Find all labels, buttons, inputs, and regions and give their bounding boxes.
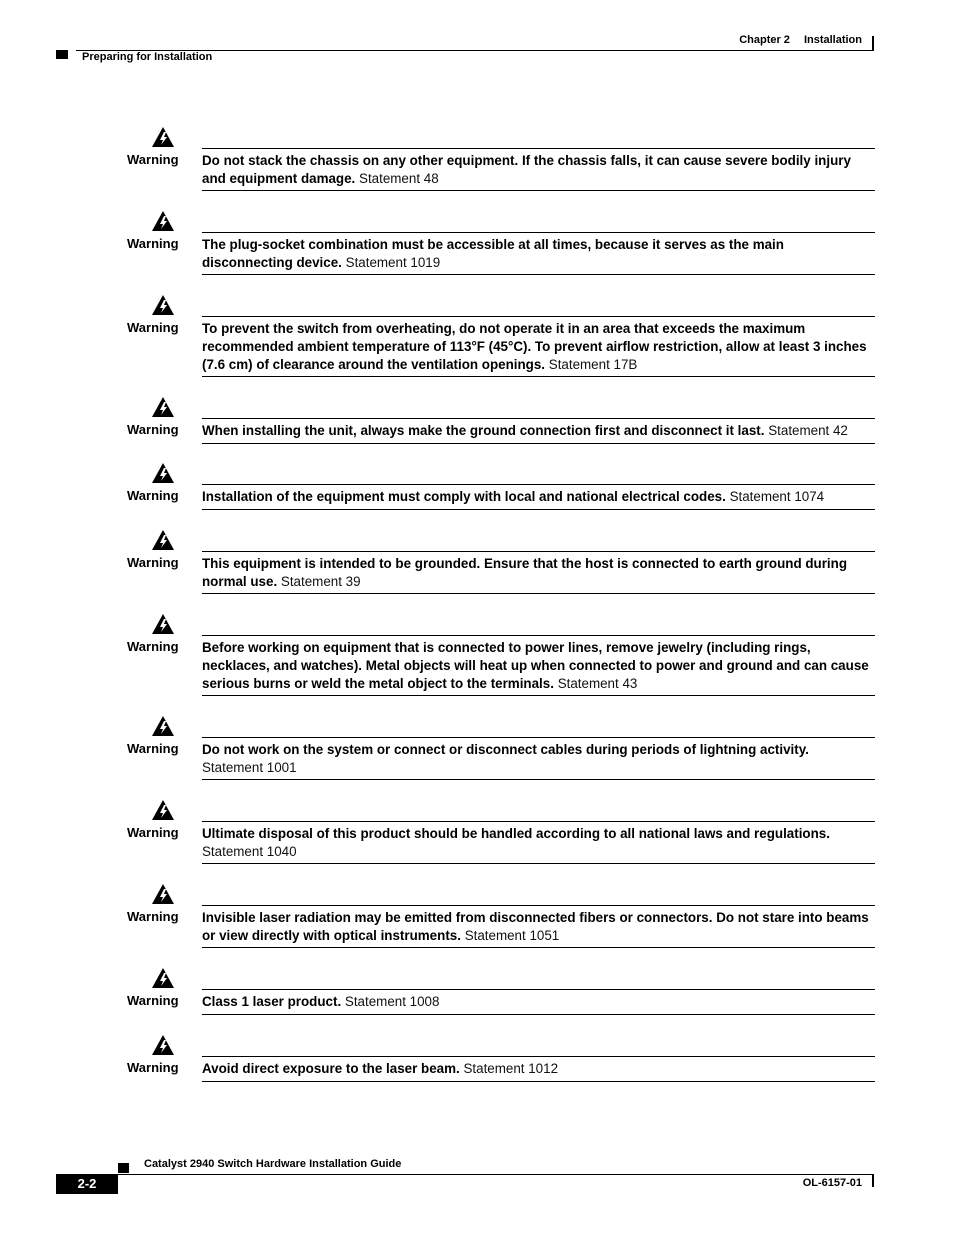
statement-number: Statement 1074 — [729, 489, 825, 504]
warning-rule-top — [202, 635, 875, 636]
warning-text — [202, 639, 877, 693]
warning-triangle-icon — [151, 294, 175, 316]
chapter-number: Chapter 2 — [739, 34, 790, 46]
warning-text — [202, 422, 877, 440]
warning-text — [202, 993, 877, 1011]
warning-text — [202, 1060, 877, 1078]
warning-message: This equipment is intended to be grounded. Ensure that the host is connected to earth ground during normal use. — [202, 556, 847, 589]
warning-label: Warning — [127, 741, 179, 756]
header-marker — [56, 50, 68, 59]
warning-triangle-icon — [151, 210, 175, 232]
warning-message: To prevent the switch from overheating, do not operate it in an area that exceeds the maximum recommended ambient temperature of 113°F (45°C). To prevent airflow restriction, allow at least 3 inches (7.6 cm) of clearance around the ventilation openings. — [202, 321, 867, 372]
footer-guide-title: Catalyst 2940 Switch Hardware Installation Guide — [144, 1158, 402, 1170]
page-number: 2-2 — [56, 1174, 118, 1194]
statement-number: Statement 1051 — [464, 928, 560, 943]
footer-tick — [872, 1175, 874, 1187]
warning-label: Warning — [127, 909, 179, 924]
warning-label: Warning — [127, 152, 179, 167]
statement-number: Statement 1001 — [202, 760, 297, 775]
warning-triangle-icon — [151, 126, 175, 148]
warning-rule-top — [202, 989, 875, 990]
warning-message: When installing the unit, always make the ground connection first and disconnect it last. — [202, 423, 765, 438]
warning-rule-bottom — [202, 1081, 875, 1082]
statement-number: Statement 48 — [359, 171, 439, 186]
warning-rule-bottom — [202, 947, 875, 948]
warning-message: Before working on equipment that is connected to power lines, remove jewelry (including rings, necklaces, and watches). Metal objects will heat up when connected to power and ground and can cause serious burns or weld the metal object to the terminals. — [202, 640, 869, 691]
warning-rule-bottom — [202, 274, 875, 275]
statement-number: Statement 42 — [768, 423, 848, 438]
warning-rule-bottom — [202, 509, 875, 510]
warning-message: Invisible laser radiation may be emitted from disconnected fibers or connectors. Do not stare into beams or view directly with optical instruments. — [202, 910, 869, 943]
warning-text — [202, 825, 877, 861]
statement-number: Statement 17B — [548, 357, 638, 372]
statement-number: Statement 1008 — [344, 994, 440, 1009]
warning-label: Warning — [127, 422, 179, 437]
warning-rule-top — [202, 821, 875, 822]
statement-number: Statement 1040 — [202, 844, 297, 859]
warning-text — [202, 909, 877, 945]
warning-rule-top — [202, 316, 875, 317]
warning-label: Warning — [127, 825, 179, 840]
warning-rule-top — [202, 148, 875, 149]
warning-label: Warning — [127, 320, 179, 335]
warning-label: Warning — [127, 639, 179, 654]
warning-triangle-icon — [151, 396, 175, 418]
warning-rule-top — [202, 1056, 875, 1057]
statement-number: Statement 43 — [557, 676, 638, 691]
warning-triangle-icon — [151, 613, 175, 635]
running-header-section: Preparing for Installation — [82, 51, 213, 63]
warning-text — [202, 741, 877, 777]
warning-rule-top — [202, 418, 875, 419]
warning-triangle-icon — [151, 883, 175, 905]
warning-rule-top — [202, 232, 875, 233]
footer-rule — [118, 1174, 874, 1175]
warning-text — [202, 152, 877, 188]
warning-label: Warning — [127, 236, 179, 251]
warning-triangle-icon — [151, 1034, 175, 1056]
warning-message: Installation of the equipment must comply with local and national electrical codes. — [202, 489, 726, 504]
chapter-title: Installation — [803, 34, 862, 46]
warning-rule-bottom — [202, 190, 875, 191]
warning-triangle-icon — [151, 462, 175, 484]
warning-rule-bottom — [202, 695, 875, 696]
warning-rule-bottom — [202, 1014, 875, 1015]
footer-marker — [118, 1163, 129, 1173]
warning-rule-bottom — [202, 779, 875, 780]
warning-triangle-icon — [151, 799, 175, 821]
warning-text — [202, 320, 877, 374]
warning-message: Do not stack the chassis on any other equipment. If the chassis falls, it can cause severe bodily injury and equipment damage. — [202, 153, 851, 186]
warning-label: Warning — [127, 488, 179, 503]
warning-rule-bottom — [202, 863, 875, 864]
statement-number: Statement 1012 — [463, 1061, 559, 1076]
warning-message: The plug-socket combination must be accessible at all times, because it serves as the main disconnecting device. — [202, 237, 784, 270]
warning-rule-bottom — [202, 376, 875, 377]
warning-rule-top — [202, 905, 875, 906]
warning-label: Warning — [127, 555, 179, 570]
warning-rule-top — [202, 551, 875, 552]
warning-rule-bottom — [202, 593, 875, 594]
warning-message: Ultimate disposal of this product should be handled according to all national laws and regulations. — [202, 826, 830, 841]
warning-message: Avoid direct exposure to the laser beam. — [202, 1061, 460, 1076]
warning-rule-bottom — [202, 443, 875, 444]
warning-triangle-icon — [151, 715, 175, 737]
warning-label: Warning — [127, 1060, 179, 1075]
header-tick — [872, 36, 874, 50]
statement-number: Statement 1019 — [345, 255, 441, 270]
warning-text — [202, 555, 877, 591]
warning-triangle-icon — [151, 529, 175, 551]
warning-label: Warning — [127, 993, 179, 1008]
statement-number: Statement 39 — [280, 574, 361, 589]
warning-text — [202, 236, 877, 272]
running-header-chapter — [700, 34, 862, 46]
warning-text — [202, 488, 877, 506]
warning-message: Do not work on the system or connect or disconnect cables during periods of lightning activity. — [202, 742, 809, 757]
warning-message: Class 1 laser product. — [202, 994, 342, 1009]
warning-rule-top — [202, 484, 875, 485]
warning-rule-top — [202, 737, 875, 738]
document-number: OL-6157-01 — [802, 1177, 862, 1189]
warning-triangle-icon — [151, 967, 175, 989]
